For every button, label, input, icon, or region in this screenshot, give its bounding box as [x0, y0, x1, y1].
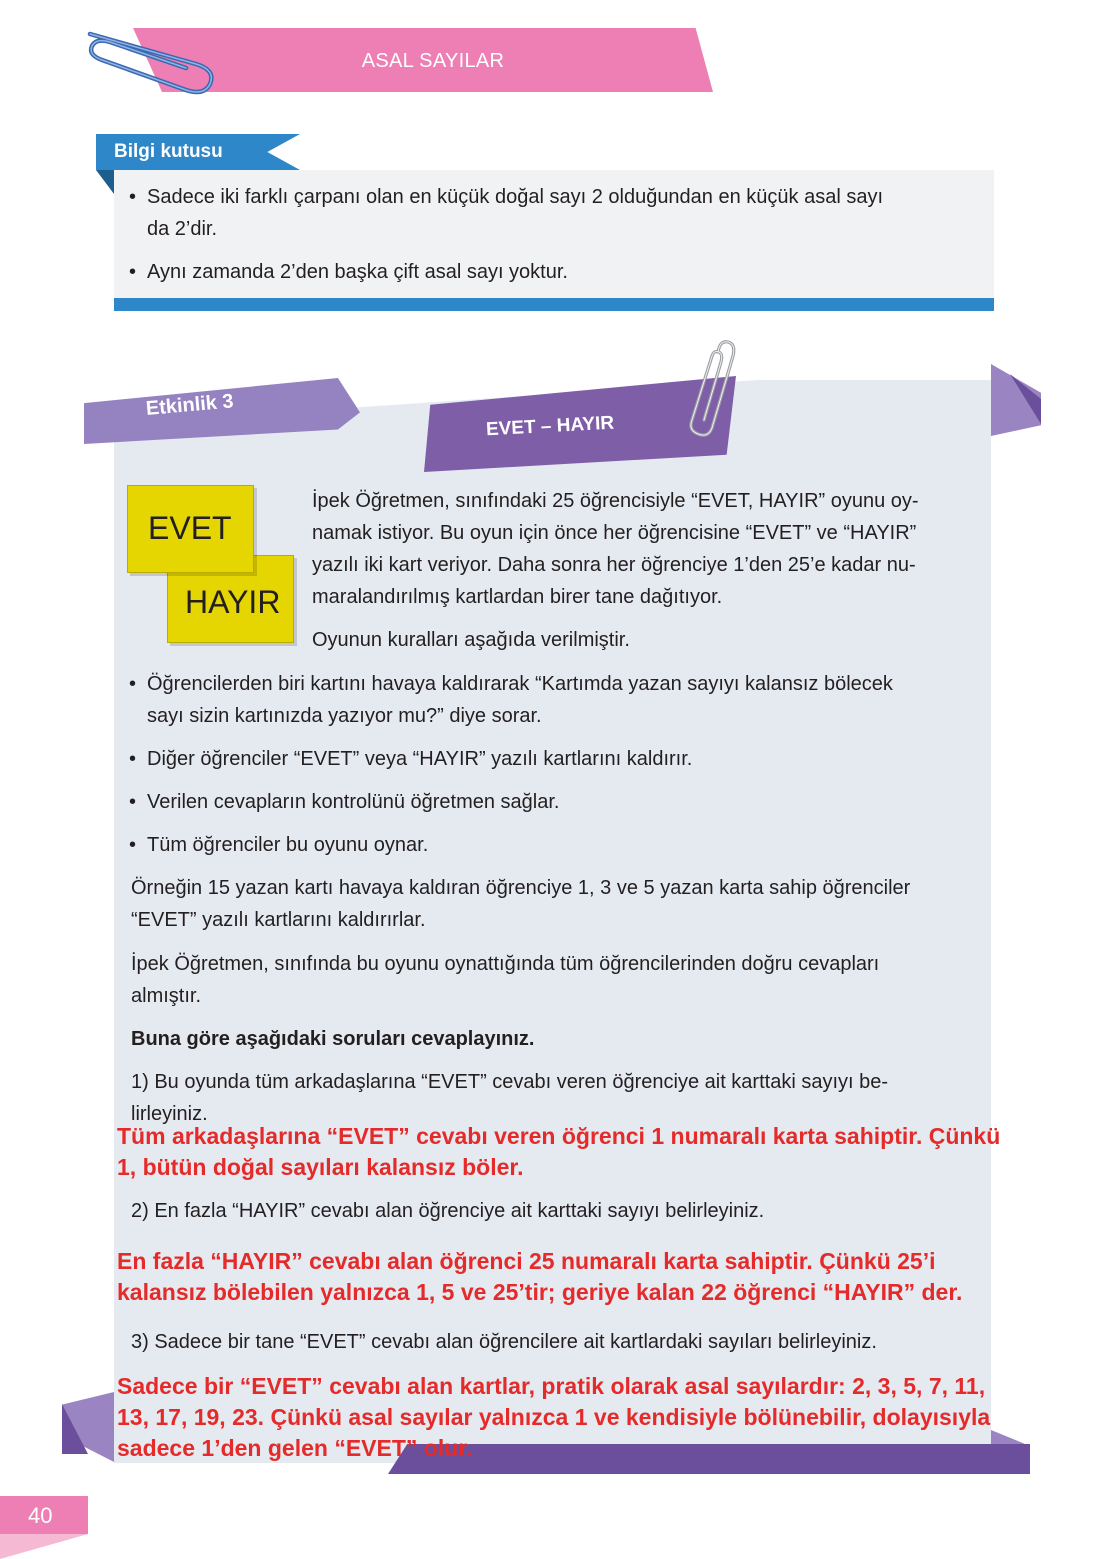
page-corner	[0, 1534, 88, 1559]
answer-3: Sadece bir “EVET” cevabı alan kartlar, pratik olarak asal sayılardır: 2, 3, 5, 7, 11, 13, 17, 19, 23. Çünkü asal sayılar yalnızca 1 ve kendisiyle bölünebilir, dolayısıyla sadece 1’den gelen “EVET” olur.	[117, 1373, 991, 1461]
question-3: 3) Sadece bir tane “EVET” cevabı alan öğrencilere ait kartlardaki sayıları belirleyiniz.	[131, 1331, 877, 1353]
evet-card: EVET	[127, 485, 254, 573]
question-2: 2) En fazla “HAYIR” cevabı alan öğrenciye ait karttaki sayıyı belirleyiniz.	[131, 1200, 765, 1222]
info-box-tab-fold	[96, 170, 114, 194]
example-paragraph: Örneğin 15 yazan kartı havaya kaldıran öğrenciye 1, 3 ve 5 yazan karta sahip öğrenciler “EVET” yazılı kartlarını kaldırırlar.	[131, 877, 911, 931]
rule-item: • Tüm öğrenciler bu oyunu oynar.	[129, 834, 429, 856]
activity-label: Etkinlik 3	[144, 390, 235, 420]
page-title: ASAL SAYILAR	[361, 50, 505, 72]
rule-item: • Diğer öğrenciler “EVET” veya “HAYIR” yazılı kartlarını kaldırır.	[129, 748, 693, 770]
instruction: Buna göre aşağıdaki soruları cevaplayınız.	[131, 1028, 535, 1050]
hayir-card: HAYIR	[167, 555, 294, 643]
page-number: 40	[28, 1503, 53, 1528]
paperclip-icon	[78, 22, 220, 96]
paperclip-icon	[682, 336, 738, 440]
answer-2: En fazla “HAYIR” cevabı alan öğrenci 25 numaralı karta sahiptir. Çünkü 25’i kalansız bölebilen yalnızca 1, 5 ve 25’tir; geriye kalan 22 öğrenci “HAYIR” der.	[117, 1248, 963, 1305]
rules-intro: Oyunun kuralları aşağıda verilmiştir.	[312, 629, 630, 651]
answer-1: Tüm arkadaşlarına “EVET” cevabı veren öğrenci 1 numaralı karta sahiptir. Çünkü 1, bütün doğal sayıları kalansız böler.	[117, 1123, 1001, 1180]
activity-title: EVET – HAYIR	[485, 412, 615, 441]
info-bullet: • Aynı zamanda 2’den başka çift asal sayı yoktur.	[129, 261, 568, 283]
result-paragraph: İpek Öğretmen, sınıfında bu oyunu oynattığında tüm öğrencilerinden doğru cevapları almıştır.	[131, 953, 880, 1007]
question-1: 1) Bu oyunda tüm arkadaşlarına “EVET” cevabı veren öğrenciye ait karttaki sayıyı be- lirleyiniz.	[131, 1071, 889, 1125]
intro-paragraph: İpek Öğretmen, sınıfındaki 25 öğrencisiyle “EVET, HAYIR” oyunu oy- namak istiyor. Bu oyun için önce her öğrencisine “EVET” ve “HAYIR” yazılı iki kart veriyor. Daha sonra her öğrenciye 1’den 25’e kadar nu- maralandırılmış kartlardan birer tane dağıtıyor.	[312, 490, 919, 608]
rule-item: • Verilen cevapların kontrolünü öğretmen sağlar.	[129, 791, 560, 813]
info-bullet: • Sadece iki farklı çarpanı olan en küçük doğal sayı 2 olduğundan en küçük asal sayı da 2’dir.	[129, 186, 884, 240]
info-box-label: Bilgi kutusu	[114, 141, 223, 162]
info-box-bottom-bar	[114, 298, 994, 311]
rule-item: • Öğrencilerden biri kartını havaya kaldırarak “Kartımda yazan sayıyı kalansız bölecek sayı sizin kartınızda yazıyor mu?” diye sorar.	[129, 673, 893, 727]
